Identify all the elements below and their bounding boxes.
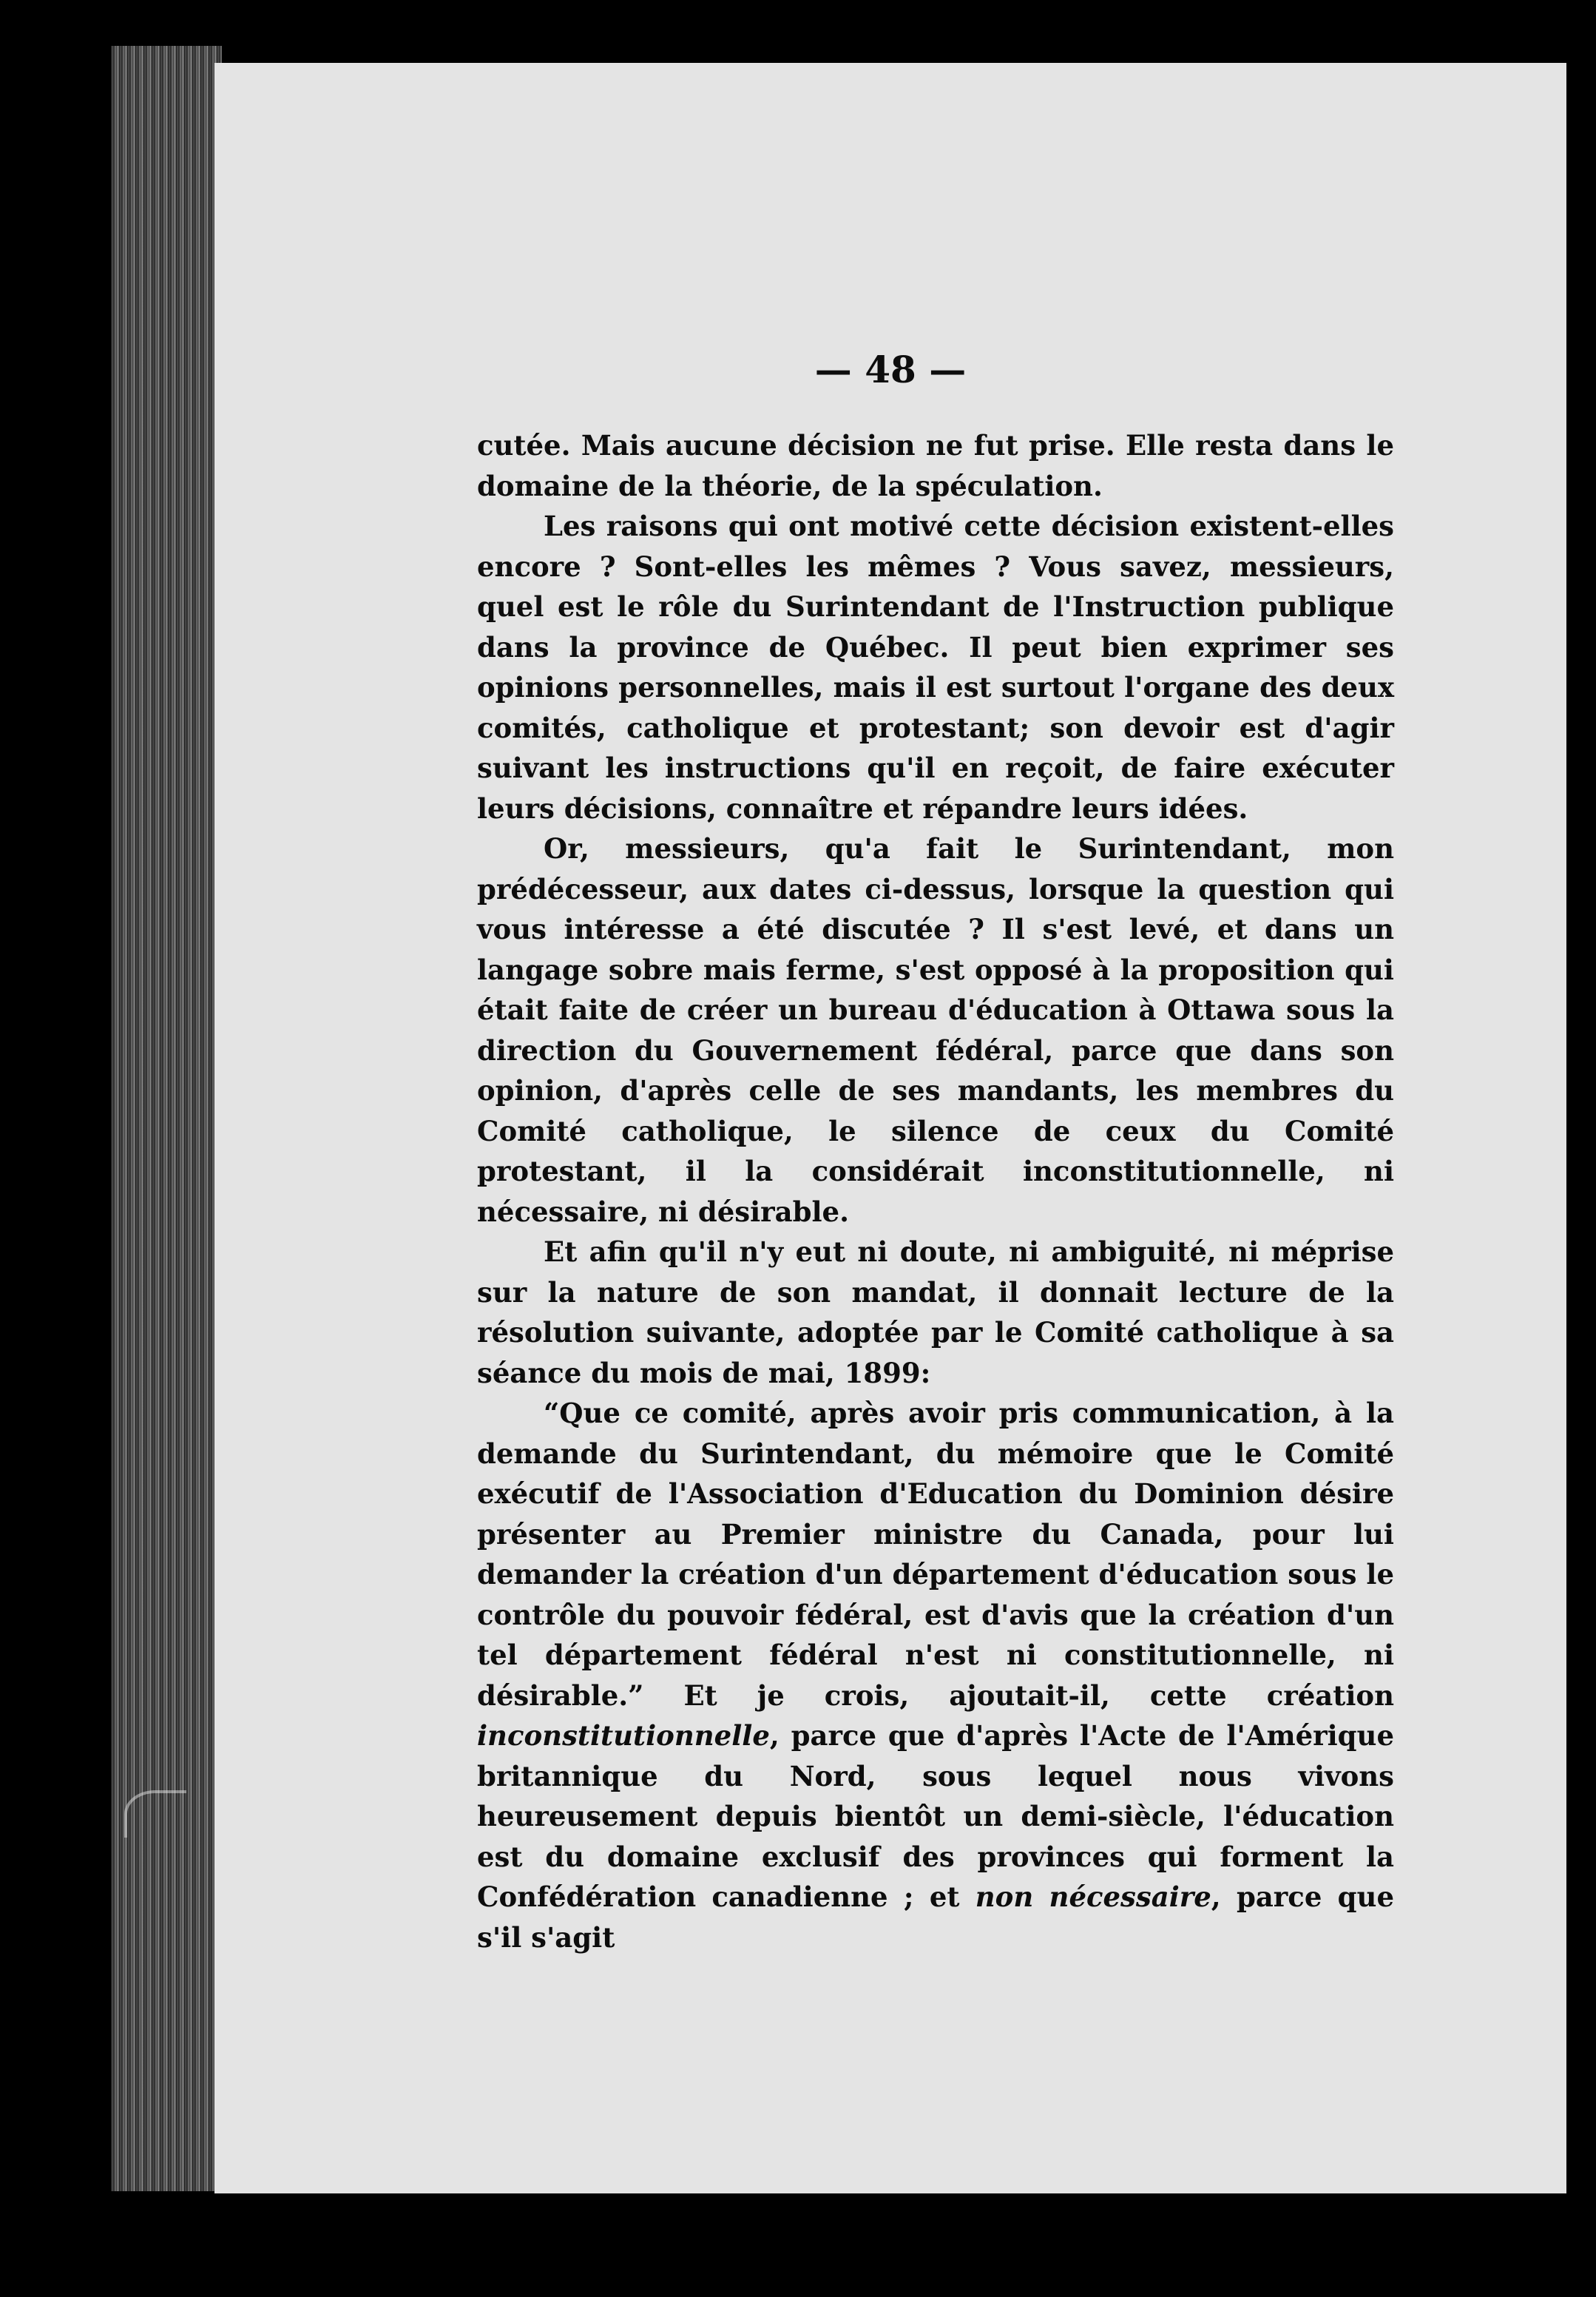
emphasis-inconstitutionnelle: inconstitutionnelle: [477, 1719, 770, 1752]
paragraph-3: Or, messieurs, qu'a fait le Surintendant, mon prédécesseur, aux dates ci-dessus, lorsque la question qui vous intéresse a été discutée ? Il s'est levé, et dans un langage sobre mais ferme, s'est opposé à la proposition qui était faite de créer un bureau d'éducation à Ottawa sous la direction du Gouvernement fédéral, parce que dans son opinion, d'après celle de ses mandants, les membres du Comité catholique, le silence de ceux du Comité protestant, il la considérait inconstitutionnelle, ni nécessaire, ni désirable.: [477, 832, 1394, 1228]
page-number: — 48 —: [814, 348, 967, 391]
paragraph-5: [477, 1393, 1394, 1957]
scan-artifact: [124, 1790, 186, 1838]
paragraph-2: Les raisons qui ont motivé cette décision existent-elles encore ? Sont-elles les mêmes ? Vous savez, messieurs, quel est le rôle du Surintendant de l'Instruction publique dans la province de Québec. Il peut bien exprimer ses opinions personnelles, mais il est surtout l'organe des deux comités, catholique et protestant; son devoir est d'agir suivant les instructions qu'il en reçoit, de faire exécuter leurs décisions, connaître et répandre leurs idées.: [477, 510, 1394, 825]
quote-text: “Que ce comité, après avoir pris communication, à la demande du Surintendant, du mémoire que le Comité exécutif de l'Association d'Education du Dominion désire présenter au Premier ministre du Canada, pour lui demander la création d'un département d'éducation sous le contrôle du pouvoir fédéral, est d'avis que la création d'un tel département fédéral n'est ni constitutionnelle, ni désirable.” Et je crois, ajoutait-il, cette création: [477, 1397, 1394, 1712]
page-sheet: [214, 63, 1566, 2193]
quote-continuation: , parce que d'après l'Acte de l'Amérique britannique du Nord, sous lequel nous vivons heureusement depuis bientôt un demi-siècle, l'éducation est du domaine exclusif des provinces qui forment la Confédération canadienne ; et: [477, 1719, 1394, 1913]
body-text: [477, 425, 1394, 1957]
paragraph-4: Et afin qu'il n'y eut ni doute, ni ambiguité, ni méprise sur la nature de son mandat, il donnait lecture de la résolution suivante, adoptée par le Comité catholique à sa séance du mois de mai, 1899:: [477, 1235, 1394, 1389]
book-page-edges: [111, 46, 222, 2191]
paragraph-1: cutée. Mais aucune décision ne fut prise. Elle resta dans le domaine de la théorie, de la spéculation.: [477, 429, 1394, 502]
emphasis-non-necessaire: non nécessaire: [975, 1881, 1211, 1913]
quote-ending: , parce que s'il s'agit: [477, 1881, 1394, 1954]
